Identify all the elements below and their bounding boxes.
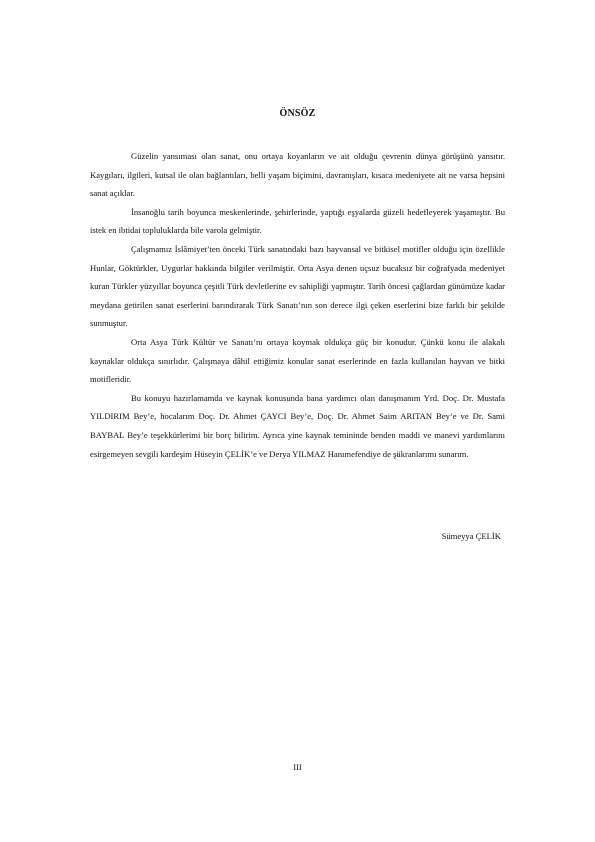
paragraph-3: Çalışmamız İslâmiyet’ten önceki Türk sanatındaki bazı hayvansal ve bitkisel motifler olduğu için özellikle Hunlar, Göktürkler, Uygurlar hakkında bilgiler verilmiştir. Orta Asya denen uçsuz bucaksız bir coğrafyada medeniyet kuran Türkler yüzyıllar boyunca çeşitli Türk devletlerine ev sahipliği yapmıştır. Tarih öncesi çağlardan günümüze kadar meydana getirilen sanat eserlerini barındırarak Türk Sanatı’nın son derece ilgi çeken eserlerini bize farklı bir şekilde sunmuştur. bbox=[90, 243, 505, 329]
page-title: ÖNSÖZ bbox=[279, 108, 316, 119]
paragraph-4: Orta Asya Türk Kültür ve Sanatı’nı ortaya koymak oldukça güç bir konudur. Çünkü konu ile alakalı kaynaklar oldukça sınırlıdır. Çalışmaya dâhil ettiğimiz konular sanat eserlerinde en fazla kullanılan hayvan ve bitki motifleridir. bbox=[90, 336, 505, 385]
paragraph-2: İnsanoğlu tarih boyunca meskenlerinde, şehirlerinde, yaptığı eşyalarda güzeli hedefleyerek yaşamıştır. Bu istek en ibtidai topluluklarda bile varola gelmiştir. bbox=[90, 206, 505, 236]
page-number: III bbox=[293, 762, 302, 772]
preface-body bbox=[90, 147, 505, 463]
paragraph-1: Güzelin yansıması olan sanat, onu ortaya koyanların ve ait olduğu çevrenin dünya görüşünü yansıtır. Kaygıları, ilgileri, kutsal ile olan bağlantıları, belli yaşam biçimini, davranışları, kısaca medeniyete ait ne varsa hepsini sanat açıklar. bbox=[90, 151, 505, 199]
author-signature: Sümeyya ÇELİK bbox=[441, 531, 501, 541]
paragraph-5: Bu konuyu hazırlamamda ve kaynak konusunda bana yardımcı olan danışmanım Yrd. Doç. Dr. Mustafa YILDIRIM Bey’e, hocalarım Doç. Dr. Ahmet ÇAYCI Bey’e, Doç. Dr. Ahmet Saim ARITAN Bey’e ve Dr. Sami BAYBAL Bey’e teşekkürlerimi bir borç bilirim. Ayrıca yine kaynak temininde benden maddi ve manevi yardımlarını esirgemeyen sevgili kardeşim Hüseyin ÇELİK’e ve Derya YILMAZ Hanımefendiye de şükranlarımı sunarım. bbox=[90, 392, 505, 459]
